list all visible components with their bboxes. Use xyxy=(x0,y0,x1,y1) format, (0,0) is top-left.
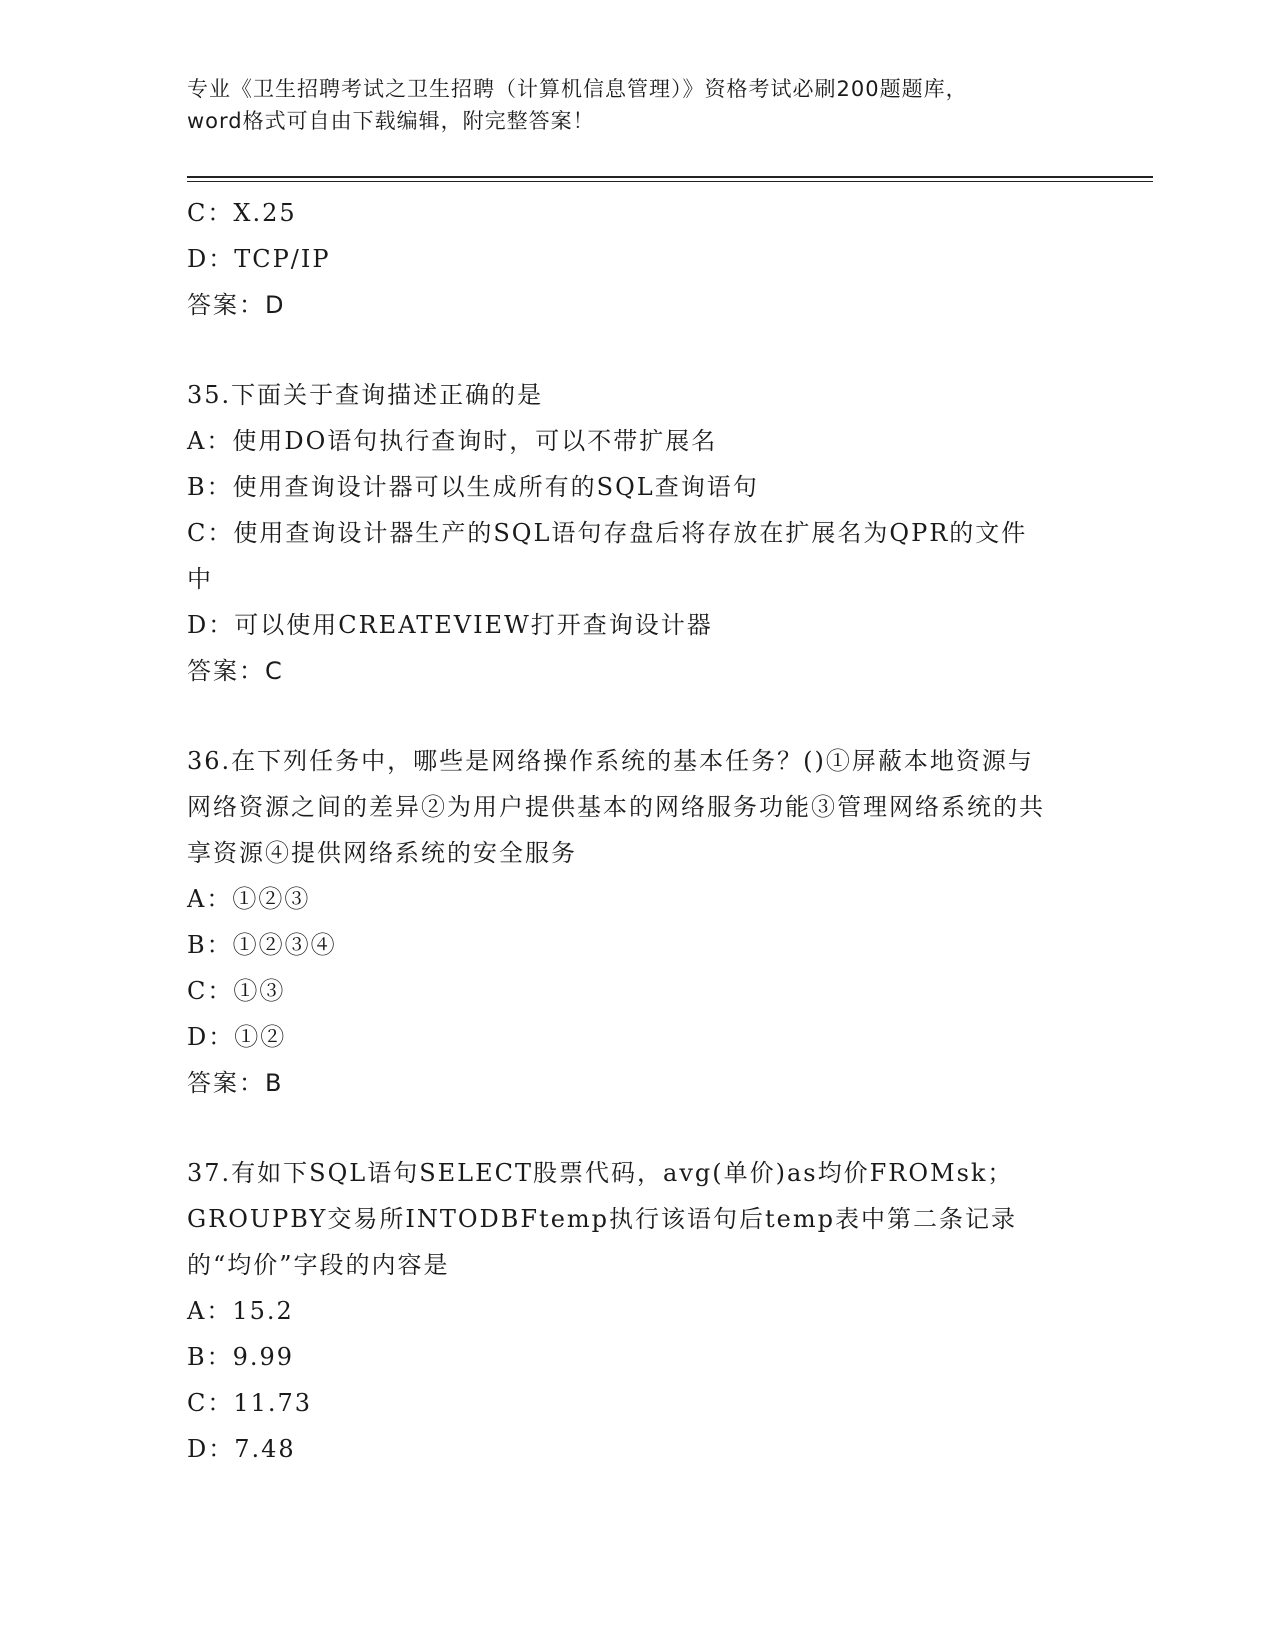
question-block-prev xyxy=(187,190,1087,328)
option-b: B：①②③④ xyxy=(187,931,337,959)
option-a: A：15.2 xyxy=(187,1297,294,1325)
option-c: C：使用查询设计器生产的SQL语句存盘后将存放在扩展名为QPR的文件中 xyxy=(187,519,1028,593)
option-d: D：①② xyxy=(187,1023,287,1051)
header-divider-thin xyxy=(187,181,1153,182)
header-divider-thick xyxy=(187,176,1153,178)
spacer xyxy=(187,1106,1087,1150)
option-c: C：①③ xyxy=(187,977,286,1005)
option-a: A：①②③ xyxy=(187,885,311,913)
spacer xyxy=(187,328,1087,372)
header-title-line-2: word格式可自由下载编辑，附完整答案！ xyxy=(187,109,595,133)
question-list xyxy=(187,190,1087,1472)
answer-line: 答案：D xyxy=(187,291,286,319)
answer-line: 答案：B xyxy=(187,1069,284,1097)
option-b: B：使用查询设计器可以生成所有的SQL查询语句 xyxy=(187,473,759,501)
option-b: B：9.99 xyxy=(187,1343,295,1371)
question-stem: 36.在下列任务中，哪些是网络操作系统的基本任务？()①屏蔽本地资源与网络资源之间的差异②为用户提供基本的网络服务功能③管理网络系统的共享资源④提供网络系统的安全服务 xyxy=(187,747,1045,867)
option-d: D：TCP/IP xyxy=(187,245,331,273)
option-d: D：7.48 xyxy=(187,1435,296,1463)
question-block-36 xyxy=(187,738,1087,1106)
answer-line: 答案：C xyxy=(187,657,284,685)
document-header xyxy=(187,73,1087,137)
option-a: A：使用DO语句执行查询时，可以不带扩展名 xyxy=(187,427,718,455)
question-block-37 xyxy=(187,1150,1087,1472)
option-d: D：可以使用CREATEVIEW打开查询设计器 xyxy=(187,611,713,639)
question-stem: 37.有如下SQL语句SELECT股票代码，avg(单价)as均价FROMsk；GROUPBY交易所INTODBFtemp执行该语句后temp表中第二条记录的“均价”字段的内容是 xyxy=(187,1159,1017,1279)
spacer xyxy=(187,694,1087,738)
question-stem: 35.下面关于查询描述正确的是 xyxy=(187,381,544,409)
header-title-line-1: 专业《卫生招聘考试之卫生招聘（计算机信息管理）》资格考试必刷200题题库， xyxy=(187,77,968,101)
question-block-35 xyxy=(187,372,1087,694)
option-c: C：X.25 xyxy=(187,199,297,227)
option-c: C：11.73 xyxy=(187,1389,313,1417)
